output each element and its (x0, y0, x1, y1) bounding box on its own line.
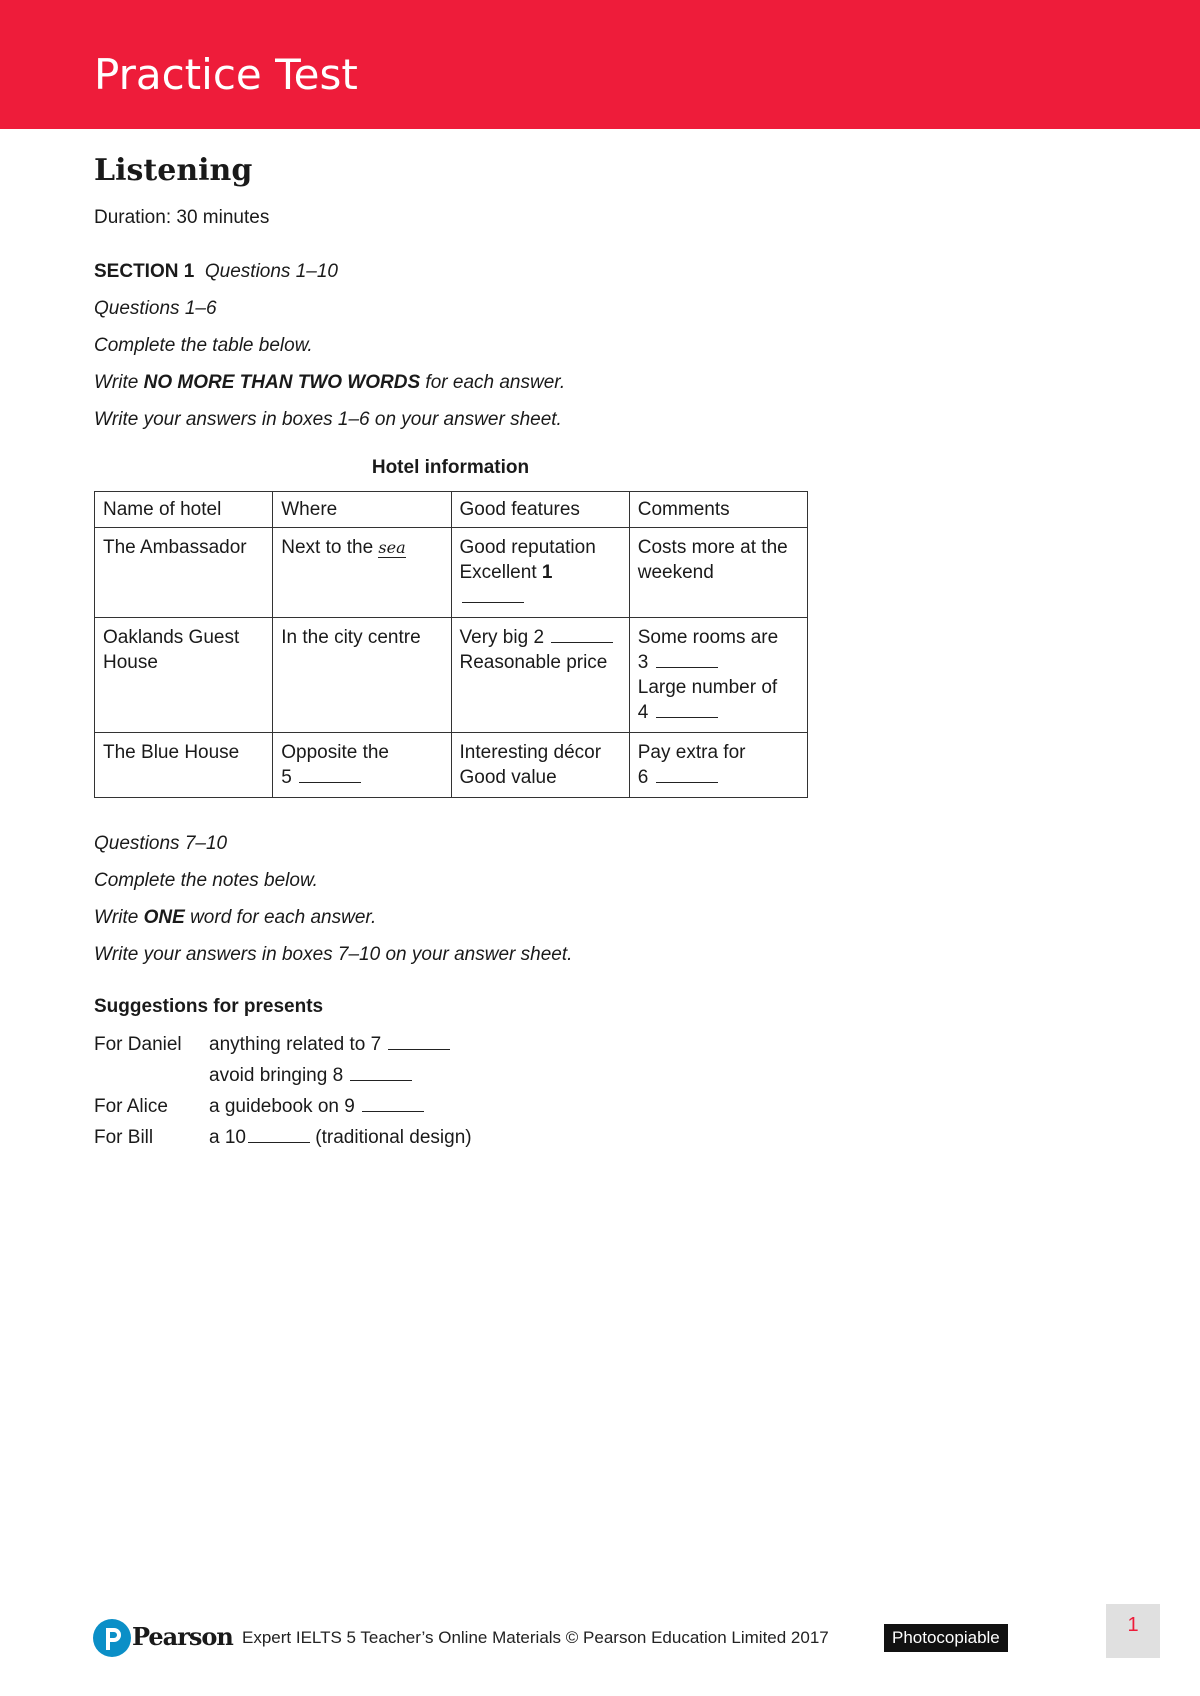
instruction-answer-boxes-2: Write your answers in boxes 7–10 on your answer sheet. (94, 944, 573, 965)
list-item (94, 1091, 1094, 1122)
answer-blank (362, 1095, 424, 1112)
cell-text: Good value (459, 767, 557, 788)
note-text-pre: avoid bringing (209, 1065, 333, 1086)
table-cell (273, 528, 451, 618)
table-row (95, 733, 808, 798)
cell-text: Opposite the (281, 742, 389, 763)
cell-text: Some rooms are (637, 627, 779, 648)
instr-post: for each answer. (420, 372, 566, 393)
brand-name: Pearson (132, 1622, 233, 1651)
answer-blank (656, 651, 718, 668)
section-label: SECTION 1 (94, 261, 195, 282)
note-text (209, 1126, 472, 1149)
instruction-one-word (94, 906, 1094, 930)
note-text-post: (traditional design) (310, 1127, 472, 1148)
question-number: 8 (332, 1065, 344, 1086)
header-banner (0, 0, 1200, 129)
instruction-complete-table: Complete the table below. (94, 335, 313, 356)
cell-text: Next to the (281, 537, 379, 558)
table-cell (629, 528, 807, 618)
question-number: 4 (637, 702, 649, 723)
table-header-cell: Comments (629, 492, 807, 528)
answer-blank (551, 626, 613, 643)
table-header-row (95, 492, 808, 528)
cell-text: Oaklands Guest (103, 627, 240, 648)
questions-1-6: Questions 1–6 (94, 298, 217, 319)
question-number: 10 (224, 1127, 246, 1148)
answer-blank (299, 766, 361, 783)
handwritten-answer: sea (378, 538, 406, 557)
copyright-text: Expert IELTS 5 Teacher’s Online Materials © Pearson Education Limited 2017 (242, 1628, 829, 1647)
list-item (94, 1122, 1094, 1153)
instr-bold: ONE (143, 907, 185, 928)
cell-text: The Ambassador (103, 537, 247, 558)
note-text-pre: a (209, 1127, 225, 1148)
question-number: 6 (637, 767, 649, 788)
cell-text: Interesting décor (459, 742, 602, 763)
table-header-cell: Where (273, 492, 451, 528)
list-item (94, 1060, 1094, 1091)
cell-text: Pay extra for (637, 742, 746, 763)
answer-blank (656, 766, 718, 783)
cell-text: House (103, 652, 158, 673)
note-text-pre: a guidebook on (209, 1096, 345, 1117)
cell-text: Good reputation (459, 537, 596, 558)
table-cell (451, 733, 629, 798)
notes-list (94, 1029, 1094, 1153)
table-cell (273, 618, 451, 733)
instruction-answer-boxes: Write your answers in boxes 1–6 on your answer sheet. (94, 409, 562, 430)
table-cell (95, 733, 273, 798)
table-cell (95, 618, 273, 733)
cell-text (281, 535, 442, 560)
instr-pre: Write (94, 907, 144, 928)
table-header-cell: Good features (451, 492, 629, 528)
duration-text: Duration: 30 minutes (94, 207, 270, 228)
question-number: 9 (344, 1096, 355, 1117)
answer-blank (248, 1126, 310, 1143)
instr-pre: Write (94, 372, 144, 393)
question-number: 5 (281, 767, 292, 788)
instruction-complete-notes: Complete the notes below. (94, 870, 318, 891)
question-number: 7 (370, 1034, 382, 1055)
table-cell (273, 733, 451, 798)
section-range: Questions 1–10 (204, 261, 338, 282)
table-title: Hotel information (371, 457, 530, 478)
cell-text (460, 560, 621, 610)
question-number: 3 (637, 652, 649, 673)
answer-blank (350, 1064, 412, 1081)
note-text (209, 1095, 424, 1118)
table-row (95, 618, 808, 733)
cell-text: Excellent (459, 562, 542, 583)
answer-blank (656, 701, 718, 718)
cell-text: Large number of (637, 677, 778, 698)
cell-text (281, 765, 442, 790)
note-label: For Alice (94, 1095, 168, 1117)
note-label: For Bill (94, 1126, 154, 1148)
cell-text: Very big (459, 627, 534, 648)
instr-post: word for each answer. (184, 907, 377, 928)
note-label: For Daniel (94, 1033, 182, 1055)
cell-text (638, 700, 799, 725)
note-text (209, 1064, 412, 1087)
cell-text (638, 650, 799, 675)
cell-text (638, 765, 799, 790)
answer-blank (462, 586, 524, 603)
list-item (94, 1029, 1094, 1060)
note-text (209, 1033, 450, 1056)
cell-text: The Blue House (103, 742, 240, 763)
table-cell (629, 733, 807, 798)
cell-text: weekend (637, 562, 714, 583)
hotel-table (94, 491, 808, 798)
table-header-cell: Name of hotel (95, 492, 273, 528)
table-cell (629, 618, 807, 733)
main-content (94, 152, 1094, 1153)
questions-7-10: Questions 7–10 (94, 833, 228, 854)
cell-text: In the city centre (281, 627, 421, 648)
question-number: 2 (533, 627, 545, 648)
note-text-pre: anything related to (209, 1034, 371, 1055)
footer (0, 1600, 1200, 1670)
photocopiable-badge: Photocopiable (884, 1624, 1008, 1652)
notes-title: Suggestions for presents (94, 996, 324, 1017)
table-cell (451, 618, 629, 733)
page-number: 1 (1106, 1604, 1160, 1658)
section-label-line (94, 260, 1094, 284)
cell-text (460, 625, 621, 650)
question-number: 1 (541, 562, 553, 583)
cell-text: Costs more at the (637, 537, 788, 558)
table-row (95, 528, 808, 618)
table-cell (451, 528, 629, 618)
section-heading: Listening (94, 153, 253, 188)
page-title: Practice Test (94, 50, 358, 99)
instruction-word-limit (94, 371, 1094, 395)
instr-bold: NO MORE THAN TWO WORDS (143, 372, 421, 393)
pearson-logo-icon (92, 1618, 132, 1658)
cell-text: Reasonable price (459, 652, 608, 673)
answer-blank (388, 1033, 450, 1050)
table-cell (95, 528, 273, 618)
